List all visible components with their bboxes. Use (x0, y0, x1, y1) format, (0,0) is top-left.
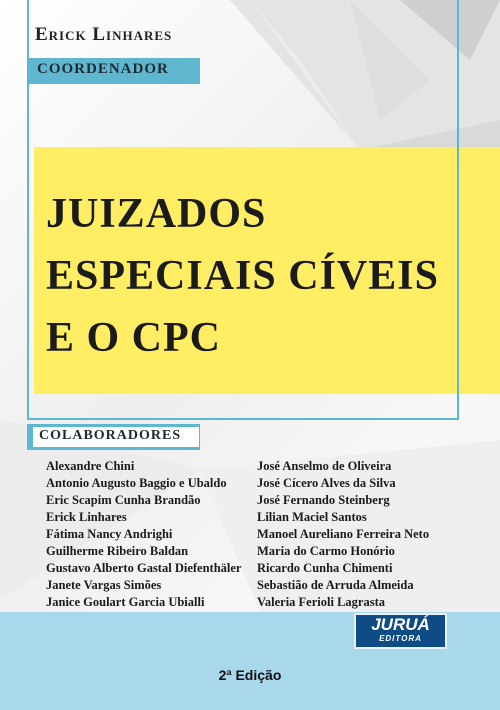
title-line-3: E O CPC (46, 315, 221, 361)
publisher-logo (354, 613, 447, 649)
collaborator-name: Fátima Nancy Andrighi (46, 527, 173, 541)
title-line-1: JUIZADOS (46, 191, 267, 237)
edition-label: 2ª Edição (218, 667, 282, 683)
collaborator-name: José Fernando Steinberg (257, 493, 390, 507)
collaborator-name: Janice Goulart Garcia Ubialli (46, 595, 205, 609)
collaborator-name: José Cícero Alves da Silva (257, 476, 396, 490)
collaborator-name: Maria do Carmo Honório (257, 544, 395, 558)
author-name: Erick Linhares (35, 24, 173, 45)
collaborators-heading: COLABORADORES (39, 428, 186, 444)
publisher-logo-text: JURUÁ (371, 615, 430, 634)
collaborator-name: Antonio Augusto Baggio e Ubaldo (46, 476, 227, 490)
collaborator-name: Lilian Maciel Santos (257, 510, 367, 524)
collaborators-right-column (257, 458, 429, 611)
publisher-logo-subtext: EDITORA (379, 634, 422, 643)
author-role: COORDENADOR (37, 61, 169, 77)
collaborator-name: Guilherme Ribeiro Baldan (46, 544, 189, 558)
collaborator-name: Eric Scapim Cunha Brandão (46, 493, 201, 507)
collaborator-name: Ricardo Cunha Chimenti (257, 561, 393, 575)
collaborators-left-column (46, 458, 241, 611)
collaborator-name: Manoel Aureliano Ferreira Neto (257, 527, 430, 541)
collaborator-name: Alexandre Chini (46, 459, 135, 473)
title-line-2: ESPECIAIS CÍVEIS (46, 253, 439, 299)
collaborator-name: Sebastião de Arruda Almeida (257, 578, 414, 592)
collaborator-name: Janete Vargas Simões (46, 578, 162, 592)
collaborator-name: Gustavo Alberto Gastal Diefenthäler (46, 561, 242, 575)
collaborator-name: José Anselmo de Oliveira (257, 459, 392, 473)
collaborator-name: Valeria Ferioli Lagrasta (257, 595, 385, 609)
collaborator-name: Erick Linhares (46, 510, 127, 524)
